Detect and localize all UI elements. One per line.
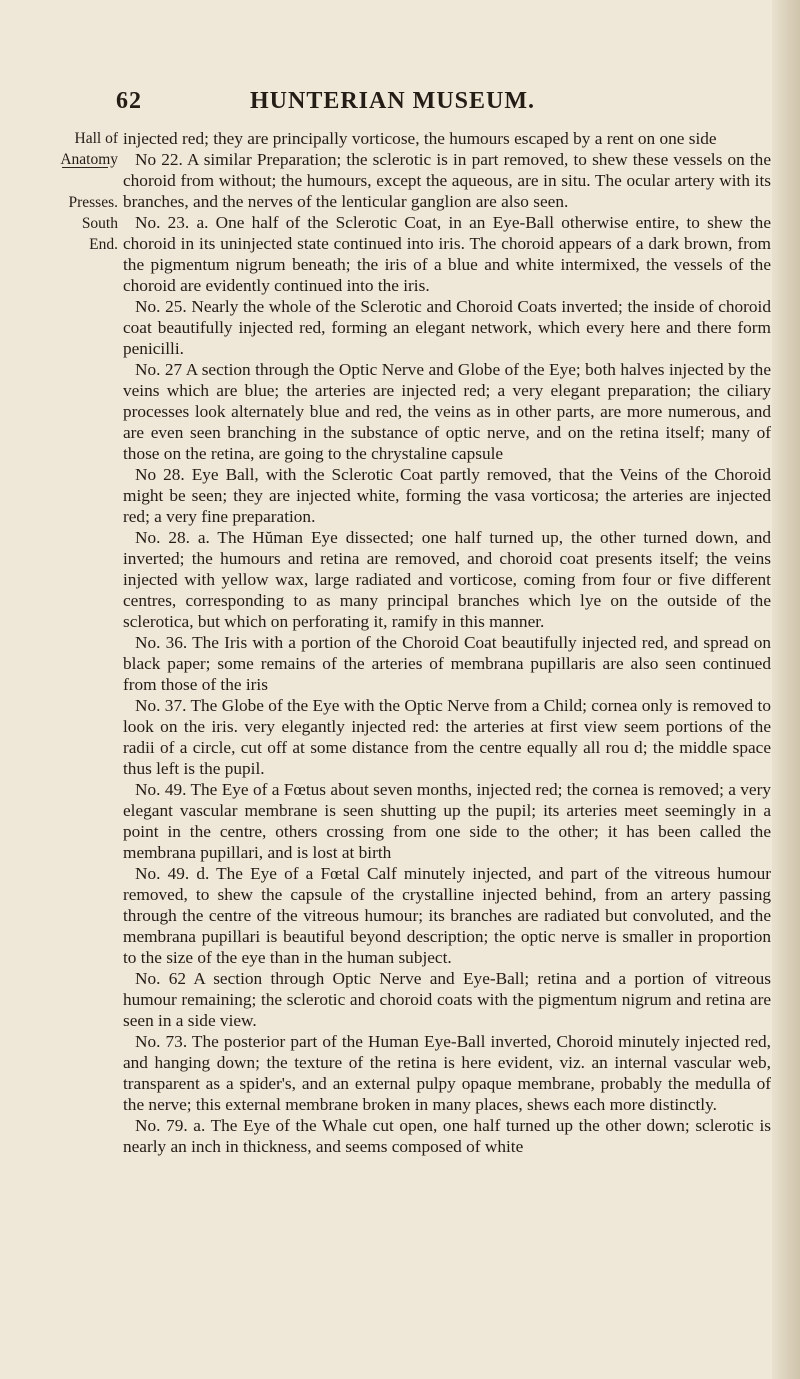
margin-note-south-end: South End. <box>81 215 118 253</box>
paragraph-continued: injected red; they are principally vorticose, the humours escaped by a rent on one side <box>123 129 717 148</box>
paragraph-no-23a: No. 23. a. One half of the Sclerotic Coat, in an Eye-Ball otherwise entire, to shew the choroid in its uninjected state continued into iris. The choroid appears of a dark brown, from the pigmentum nigrum beneath; the iris of a blue and white intermixed, the vessels of the choroid are evidently continued into the iris. <box>123 213 771 295</box>
margin-note-hall-of: Hall of <box>74 130 118 147</box>
running-header <box>110 88 710 122</box>
paragraph-no-49d: No. 49. d. The Eye of a Fœtal Calf minutely injected, and part of the vitreous humour removed, to shew the capsule of the crystalline injected behind, from an artery passing through the centre of the vitreous humour; its branches are radiated but convoluted, and the membrana pupillari is beautiful beyond description; the optic nerve is smaller in proportion to the size of the eye than in the human subject. <box>123 864 771 967</box>
paragraph-no-25: No. 25. Nearly the whole of the Sclerotic and Choroid Coats inverted; the inside of choroid coat beautifully injected red, forming an elegant network, which every here and there form penicilli. <box>123 297 771 358</box>
catalogue-text <box>123 128 771 1157</box>
paragraph-no-49: No. 49. The Eye of a Fœtus about seven months, injected red; the cornea is removed; a very elegant vascular membrane is seen shutting up the pupil; its arteries meet seemingly in a point in the centre, others crossing from one side to the other; it has been called the membrana pupillari, and is lost at birth <box>123 780 771 862</box>
paragraph-no-36: No. 36. The Iris with a portion of the Choroid Coat beautifully injected red, and spread on black paper; some remains of the arteries of membrana pupillaris are also seen continued from those of the iris <box>123 633 771 694</box>
paragraph-no-27: No. 27 A section through the Optic Nerve and Globe of the Eye; both halves injected by the veins which are blue; the arteries are injected red; a very elegant preparation; the ciliary processes look alternately blue and red, the veins as in other parts, are more numerous, and are even seen branching in the substance of optic nerve, and on the retina itself; many of those on the retina, are going to the chrystaline capsule <box>123 360 771 463</box>
paragraph-no-79a: No. 79. a. The Eye of the Whale cut open, one half turned up the other down; sclerotic is nearly an inch in thickness, and seems composed of white <box>123 1116 771 1156</box>
margin-note-anatomy: Anatomy <box>60 151 118 168</box>
paragraph-no-37: No. 37. The Globe of the Eye with the Optic Nerve from a Child; cornea only is removed to look on the iris. very elegantly injected red: the arteries at first view seem portions of the radii of a circle, cut off at some distance from the centre equally all rou d; the middle space thus left is the pupil. <box>123 696 771 778</box>
page-edge <box>772 0 800 1379</box>
margin-rule <box>62 167 108 168</box>
running-title: HUNTERIAN MUSEUM. <box>250 88 536 114</box>
paragraph-no-22: No 22. A similar Preparation; the sclerotic is in part removed, to shew these vessels on the choroid from without; the humours, except the aqueous, are in situ. The ocular artery with its branches, and the nerves of the lenticular ganglion are also seen. <box>123 150 771 211</box>
paragraph-no-28: No 28. Eye Ball, with the Sclerotic Coat partly removed, that the Veins of the Choroid might be seen; they are injected white, forming the vasa vorticosa; the arteries are injected red; a very fine preparation. <box>123 465 771 526</box>
margin-note-presses: Presses. <box>68 194 118 211</box>
paragraph-no-73: No. 73. The posterior part of the Human Eye-Ball inverted, Choroid minutely injected red, and hanging down; the texture of the retina is here evident, viz. an internal vascular web, transparent as a spider's, and an external pulpy opaque membrane, probably the medulla of the nerve; this external membrane broken in many places, shews each more distinctly. <box>123 1032 771 1114</box>
page-number: 62 <box>116 88 142 114</box>
paragraph-no-62: No. 62 A section through Optic Nerve and Eye-Ball; retina and a portion of vitreous humour remaining; the sclerotic and choroid coats with the pigmentum nigrum and retina are seen in a side view. <box>123 969 771 1030</box>
paragraph-no-28a: No. 28. a. The Hŭman Eye dissected; one half turned up, the other turned down, and inverted; the humours and retina are removed, and choroid coat presents itself; the veins injected with yellow wax, large radiated and vorticose, coming from four or five different centres, corresponding to as many principal branches which lye on the outside of the sclerotica, but which on perforating it, ramify in this manner. <box>123 528 771 631</box>
